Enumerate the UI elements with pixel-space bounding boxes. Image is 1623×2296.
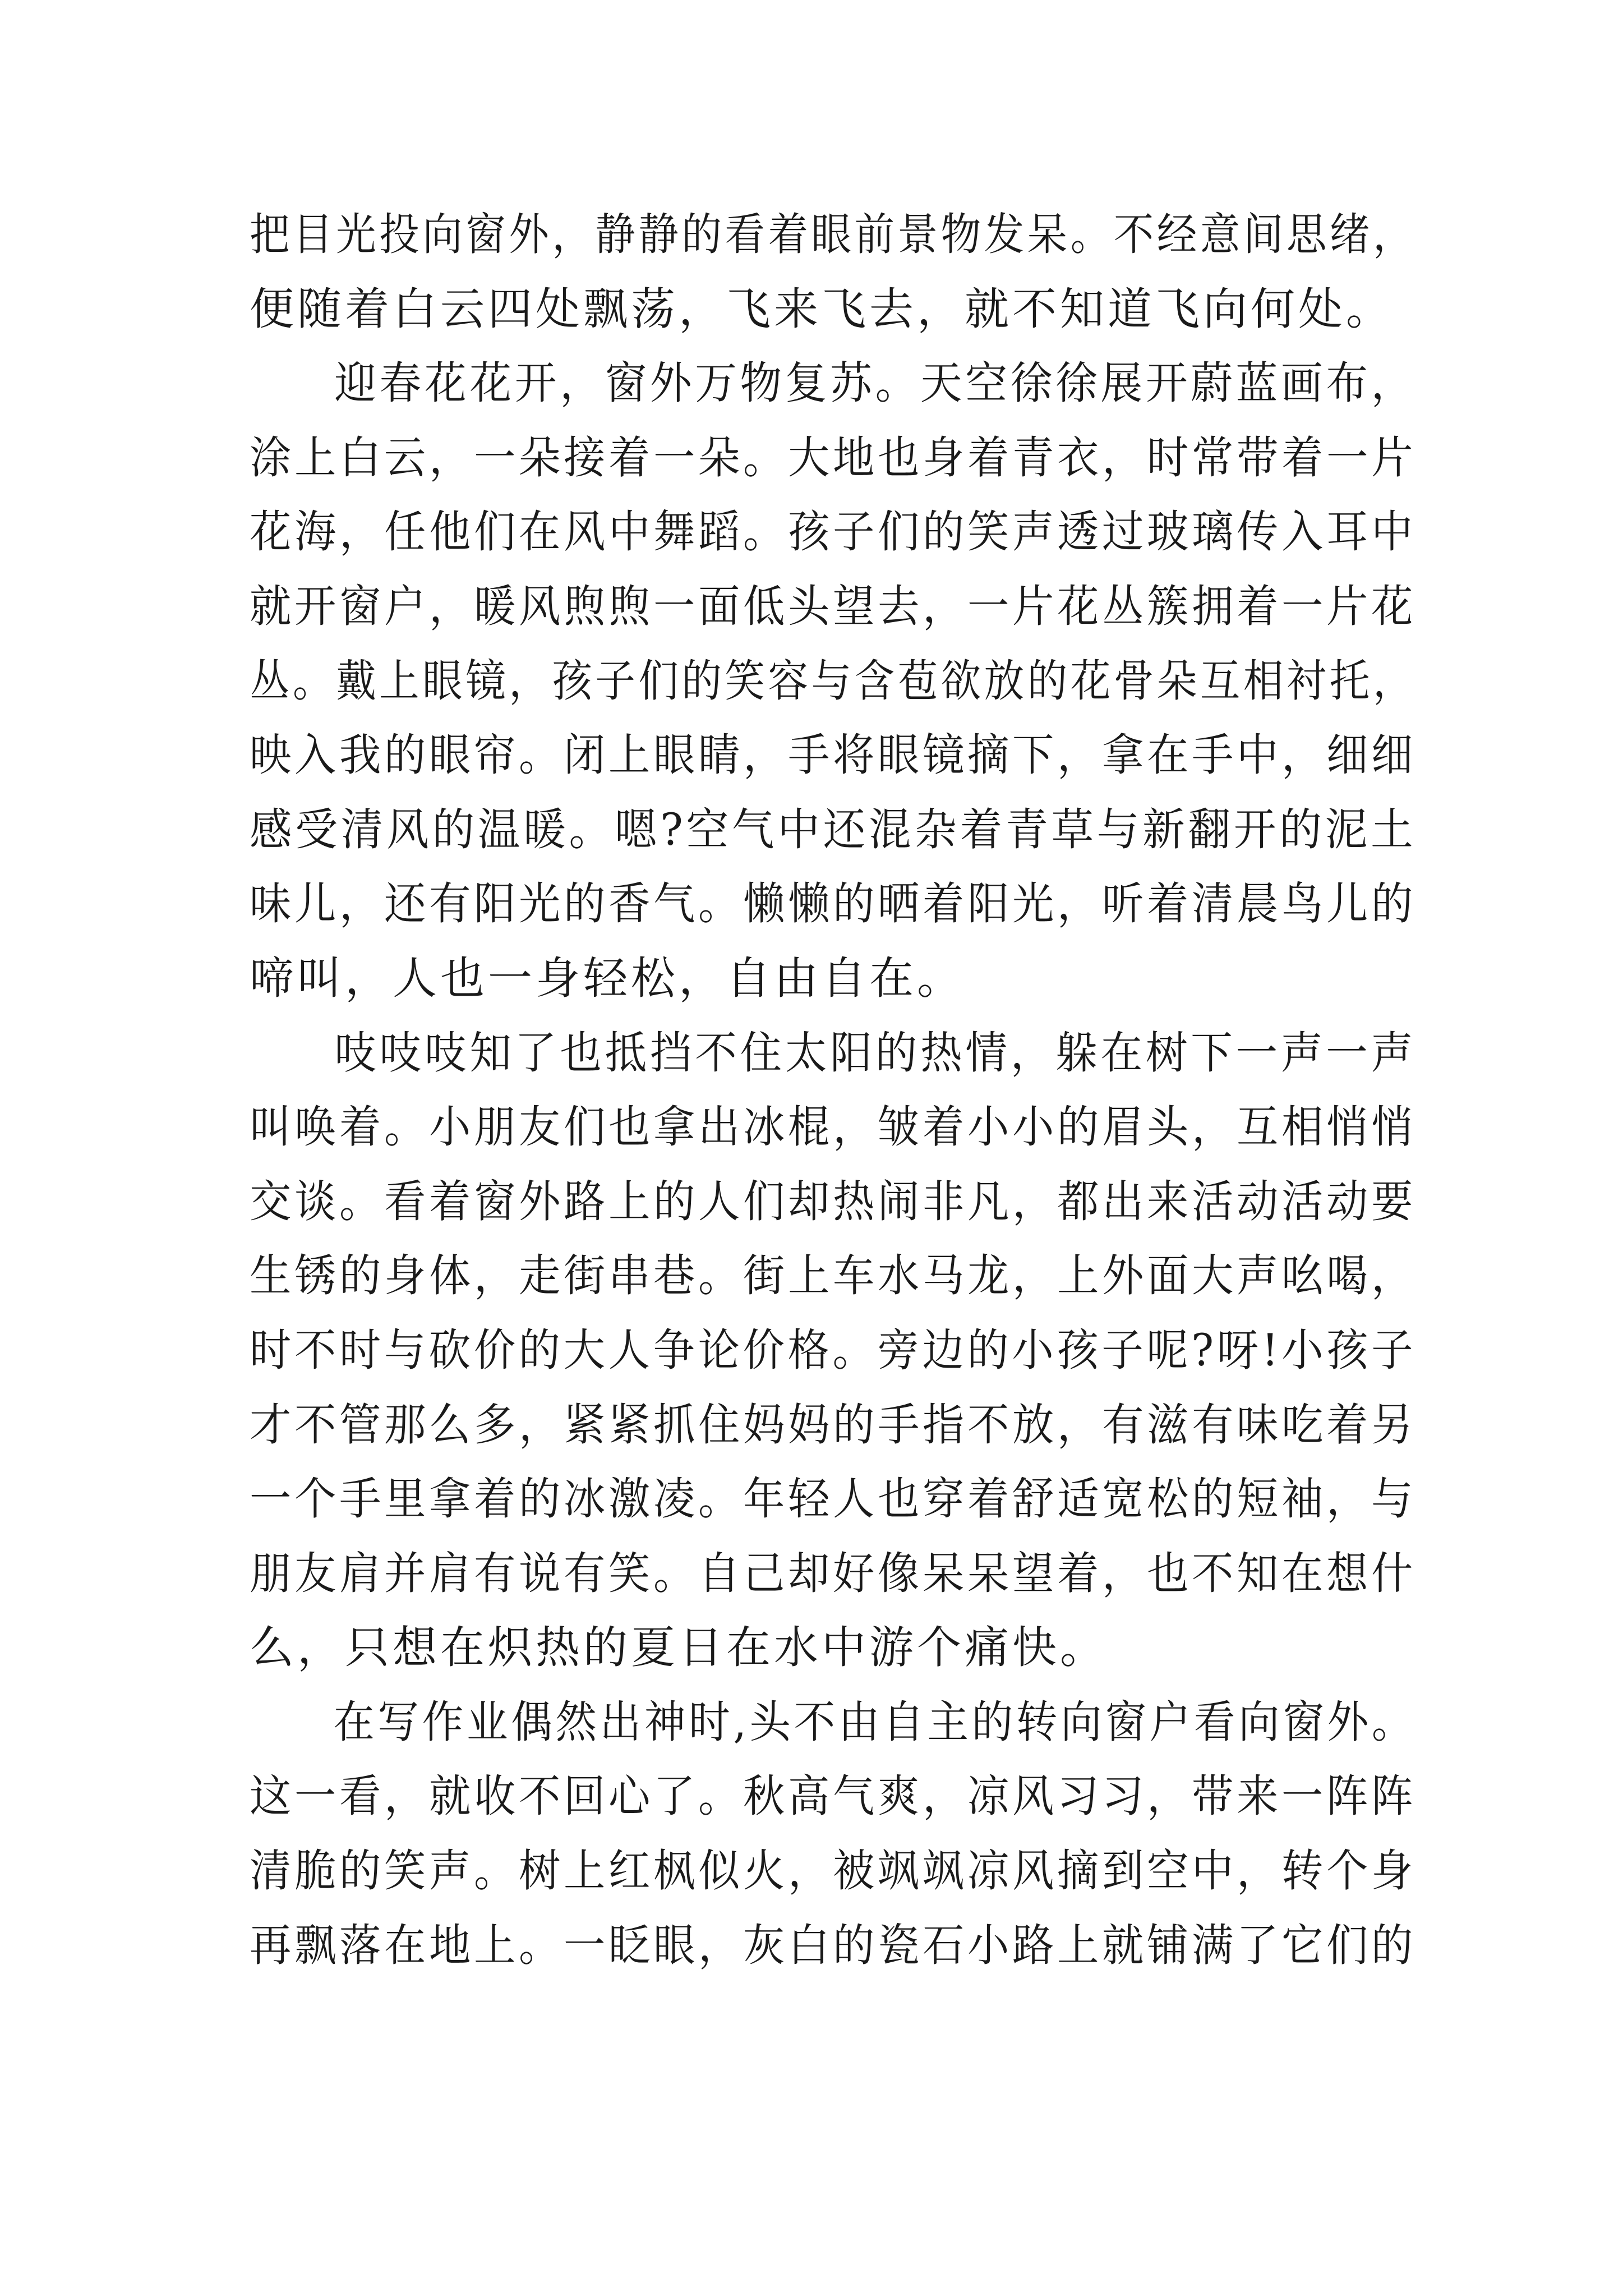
text-line: 啼叫，人也一身轻松，自由自在。 xyxy=(250,952,965,1004)
text-line: 生锈的身体，走街串巷。街上车水马龙，上外面大声吆喝， xyxy=(250,1250,1416,1302)
text-line: 交谈。看着窗外路上的人们却热闹非凡，都出来活动活动要 xyxy=(250,1175,1416,1227)
text-line: 把目光投向窗外，静静的看着眼前景物发呆。不经意间思绪， xyxy=(250,209,1416,260)
text-line: 便随着白云四处飘荡，飞来飞去，就不知道飞向何处。 xyxy=(250,283,1394,335)
text-line: 就开窗户，暖风煦煦一面低头望去，一片花丛簇拥着一片花 xyxy=(250,580,1416,632)
text-line: 在写作业偶然出神时,头不由自主的转向窗户看向窗外。 xyxy=(333,1696,1417,1748)
text-line: 这一看，就收不回心了。秋高气爽，凉风习习，带来一阵阵 xyxy=(250,1770,1416,1823)
text-line: 么，只想在炽热的夏日在水中游个痛快。 xyxy=(250,1622,1108,1674)
text-line: 再飘落在地上。一眨眼，灰白的瓷石小路上就铺满了它们的 xyxy=(250,1919,1416,1971)
text-line: 叫唤着。小朋友们也拿出冰棍，皱着小小的眉头，互相悄悄 xyxy=(250,1101,1416,1153)
text-line: 吱吱吱知了也抵挡不住太阳的热情，躲在树下一声一声 xyxy=(334,1027,1416,1079)
text-line: 花海，任他们在风中舞蹈。孩子们的笑声透过玻璃传入耳中 xyxy=(250,506,1416,558)
text-line: 丛。戴上眼镜，孩子们的笑容与含苞欲放的花骨朵互相衬托， xyxy=(250,655,1416,707)
text-line: 味儿，还有阳光的香气。懒懒的晒着阳光，听着清晨鸟儿的 xyxy=(250,878,1416,930)
text-line: 朋友肩并肩有说有笑。自己却好像呆呆望着，也不知在想什 xyxy=(250,1547,1416,1599)
text-line: 时不时与砍价的大人争论价格。旁边的小孩子呢?呀!小孩子 xyxy=(250,1324,1417,1376)
text-line: 清脆的笑声。树上红枫似火，被飒飒凉风摘到空中，转个身 xyxy=(250,1845,1416,1897)
text-line: 才不管那么多，紧紧抓住妈妈的手指不放，有滋有味吃着另 xyxy=(250,1398,1416,1451)
text-line: 映入我的眼帘。闭上眼睛，手将眼镜摘下，拿在手中，细细 xyxy=(250,729,1416,781)
text-line: 迎春花花开，窗外万物复苏。天空徐徐展开蔚蓝画布， xyxy=(334,357,1416,409)
document-text xyxy=(250,197,1416,1982)
text-line: 感受清风的温暖。嗯?空气中还混杂着青草与新翻开的泥土 xyxy=(250,803,1417,855)
text-line: 涂上白云，一朵接着一朵。大地也身着青衣，时常带着一片 xyxy=(250,431,1416,484)
text-line: 一个手里拿着的冰激凌。年轻人也穿着舒适宽松的短袖，与 xyxy=(250,1473,1416,1525)
